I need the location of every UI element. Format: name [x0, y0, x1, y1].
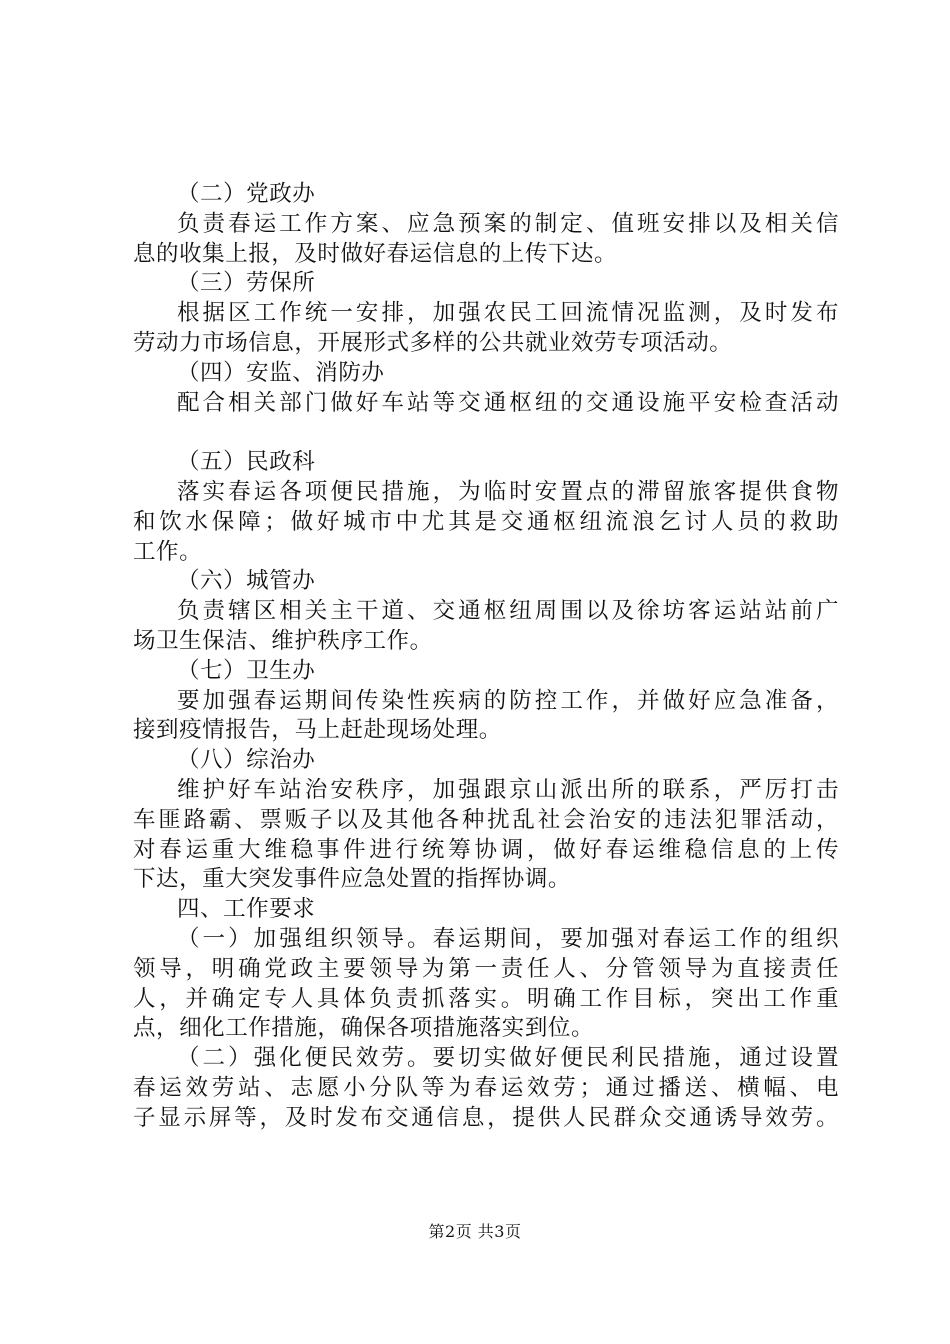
paragraph-line: 落实春运各项便民措施，为临时安置点的滞留旅客提供食物 — [177, 478, 839, 505]
paragraph-line: （二）强化便民效劳。要切实做好便民利民措施，通过设置 — [177, 1045, 839, 1072]
page-number-footer: 第2页 共3页 — [428, 1222, 522, 1241]
paragraph-line: （一）加强组织领导。春运期间，要加强对春运工作的组织 — [177, 925, 839, 952]
section-heading-civil-affairs: （五）民政科 — [177, 449, 316, 476]
paragraph-line: 子显示屏等，及时发布交通信息，提供人民群众交通诱导效劳。 — [133, 1104, 839, 1131]
document-body — [133, 180, 839, 1134]
paragraph-line: 劳动力市场信息，开展形式多样的公共就业效劳专项活动。 — [133, 329, 733, 356]
paragraph-line: 春运效劳站、志愿小分队等为春运效劳；通过播送、横幅、电 — [133, 1074, 839, 1101]
paragraph-line: 人，并确定专人具体负责抓落实。明确工作目标，突出工作重 — [133, 985, 839, 1012]
section-heading-comprehensive-office: （八）综治办 — [177, 747, 316, 774]
paragraph-line: 要加强春运期间传染性疾病的防控工作，并做好应急准备， — [177, 687, 839, 714]
section-heading-health-office: （七）卫生办 — [177, 657, 316, 684]
paragraph-line: 接到疫情报告，马上赶赴现场处理。 — [133, 717, 502, 744]
paragraph-line: 下达，重大突发事件应急处置的指挥协调。 — [133, 866, 571, 893]
paragraph-line: 点，细化工作措施，确保各项措施落实到位。 — [133, 1015, 595, 1042]
paragraph-line: 负责春运工作方案、应急预案的制定、值班安排以及相关信 — [177, 210, 839, 237]
section-heading-city-management: （六）城管办 — [177, 568, 316, 595]
paragraph-line: 配合相关部门做好车站等交通枢纽的交通设施平安检查活动 — [177, 389, 839, 416]
paragraph-line: 场卫生保洁、维护秩序工作。 — [133, 627, 433, 654]
section-heading-party-office: （二）党政办 — [177, 181, 316, 207]
paragraph-line: 和饮水保障；做好城市中尤其是交通枢纽流浪乞讨人员的救助 — [133, 508, 839, 535]
paragraph-line: 负责辖区相关主干道、交通枢纽周围以及徐坊客运站站前广 — [177, 598, 839, 625]
paragraph-line: 根据区工作统一安排，加强农民工回流情况监测，及时发布 — [177, 300, 839, 327]
paragraph-line: 维护好车站治安秩序，加强跟京山派出所的联系，严厉打击 — [177, 776, 839, 803]
paragraph-line: 领导，明确党政主要领导为第一责任人、分管领导为直接责任 — [133, 955, 839, 982]
section-heading-labor-office: （三）劳保所 — [177, 270, 316, 297]
paragraph-line: 车匪路霸、票贩子以及其他各种扰乱社会治安的违法犯罪活动， — [133, 806, 839, 833]
paragraph-line: 工作。 — [133, 538, 203, 565]
paragraph-line: 对春运重大维稳事件进行统筹协调，做好春运维稳信息的上传 — [133, 836, 839, 863]
blank-line — [133, 418, 839, 448]
section-heading-work-requirements: 四、工作要求 — [177, 896, 316, 923]
section-heading-safety-fire-office: （四）安监、消防办 — [177, 359, 385, 386]
paragraph-line: 息的收集上报，及时做好春运信息的上传下达。 — [133, 240, 618, 267]
